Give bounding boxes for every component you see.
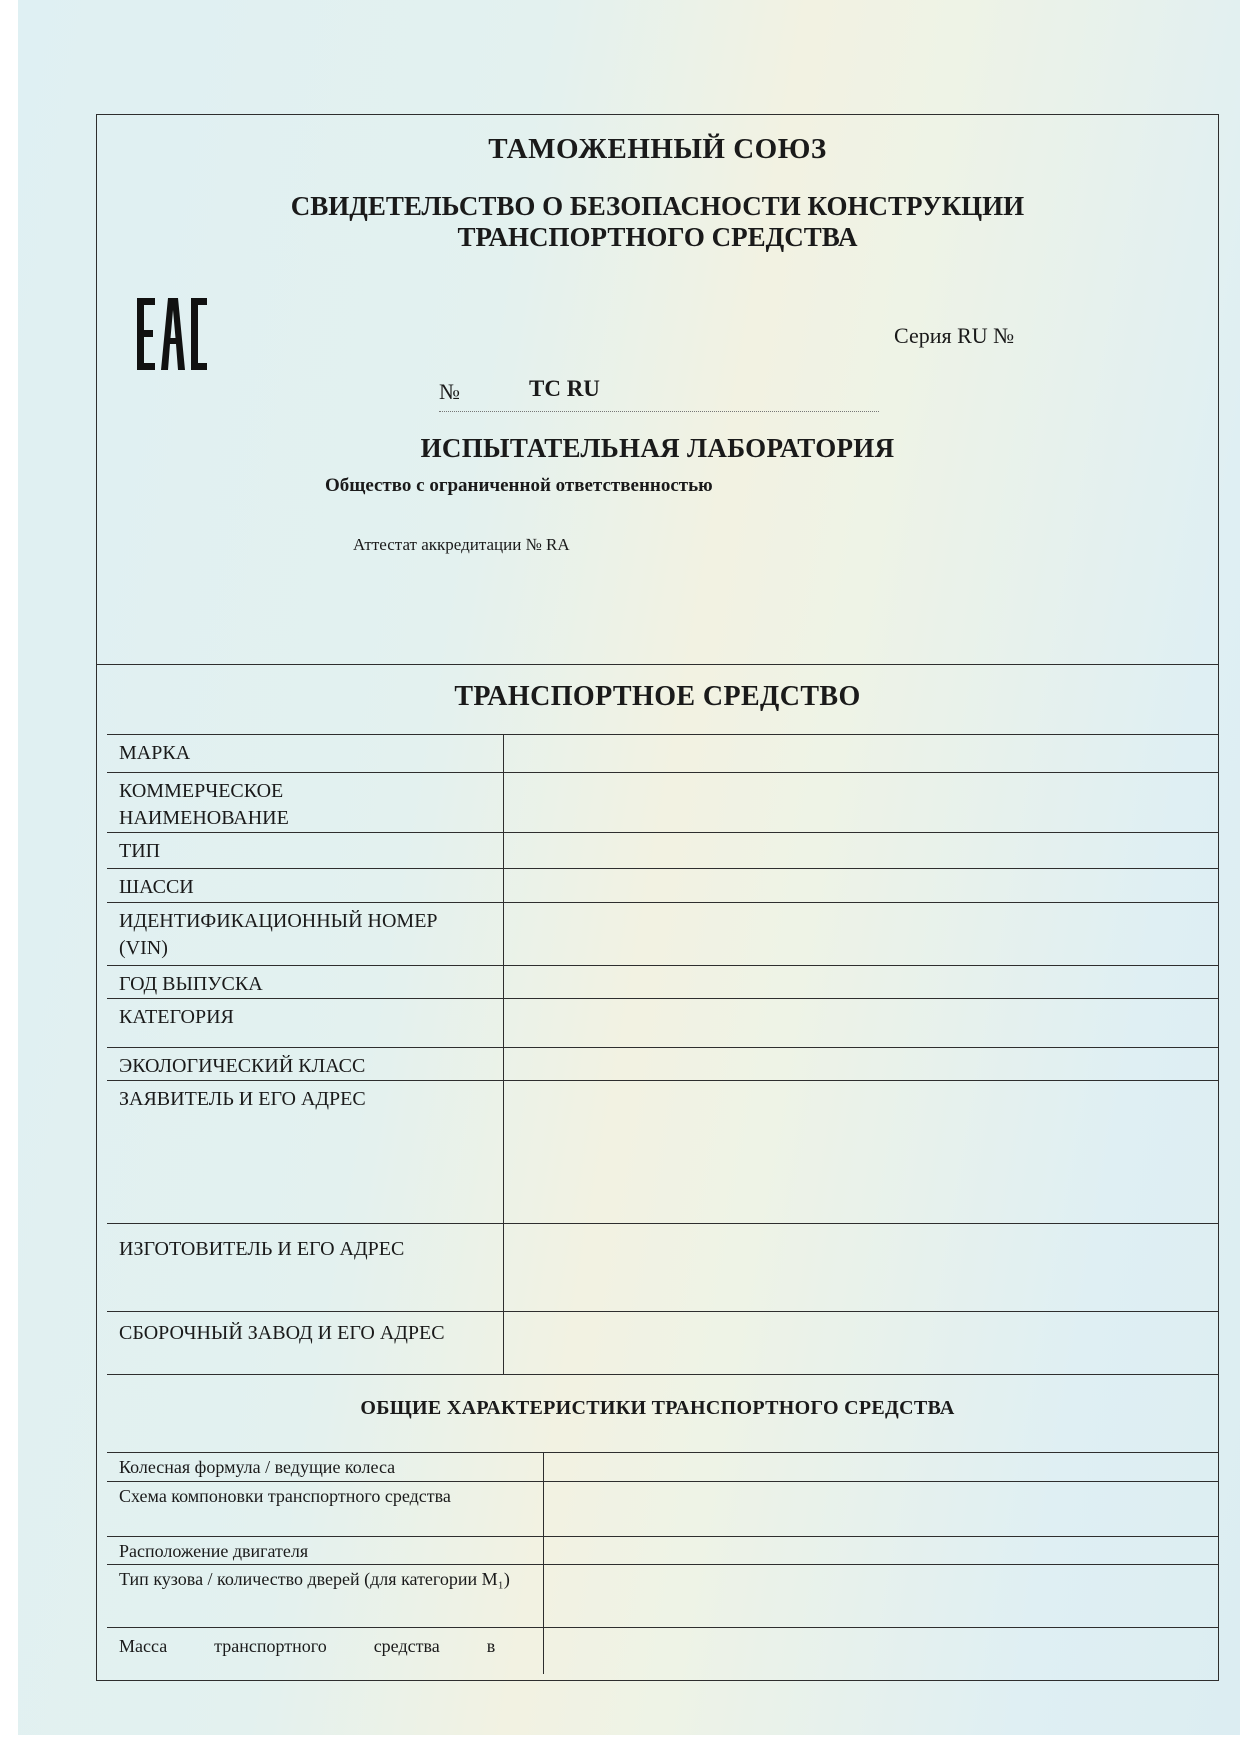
table-row	[107, 1537, 1218, 1565]
section-divider	[97, 664, 1218, 665]
row-value-chassis	[504, 869, 1218, 903]
row-value-body-type	[544, 1565, 1218, 1628]
table-row	[107, 1453, 1218, 1482]
table-row	[107, 903, 1218, 966]
accreditation-number: Аттестат аккредитации № RA	[353, 535, 570, 554]
row-value-category	[504, 999, 1218, 1048]
row-label-eco-class: ЭКОЛОГИЧЕСКИЙ КЛАСС	[107, 1048, 504, 1081]
table-row	[107, 1312, 1218, 1375]
certificate-frame	[96, 114, 1219, 1681]
certificate-title-line1: СВИДЕТЕЛЬСТВО О БЕЗОПАСНОСТИ КОНСТРУКЦИИ	[290, 191, 1025, 221]
row-label-type: ТИП	[107, 833, 504, 869]
characteristics-table	[107, 1452, 1218, 1674]
table-row	[107, 1224, 1218, 1312]
row-value-vin	[504, 903, 1218, 966]
table-row	[107, 1628, 1218, 1674]
number-sign: №	[439, 379, 460, 404]
characteristics-section-title: ОБЩИЕ ХАРАКТЕРИСТИКИ ТРАНСПОРТНОГО СРЕДСТВА	[360, 1397, 955, 1419]
row-value-assembly-plant	[504, 1312, 1218, 1375]
table-row	[107, 1565, 1218, 1628]
row-value-eco-class	[504, 1048, 1218, 1081]
row-label-body-type: Тип кузова / количество дверей (для категории М₁)	[107, 1565, 544, 1628]
row-label-engine-position: Расположение двигателя	[107, 1537, 544, 1565]
row-value-applicant	[504, 1081, 1218, 1224]
row-value-type	[504, 833, 1218, 869]
certificate-page	[18, 0, 1240, 1735]
row-label-commercial-name: КОММЕРЧЕСКОЕ НАИМЕНОВАНИЕ	[107, 773, 504, 833]
certificate-title-line2: ТРАНСПОРТНОГО СРЕДСТВА	[457, 222, 858, 252]
row-label-assembly-plant: СБОРОЧНЫЙ ЗАВОД И ЕГО АДРЕС	[107, 1312, 504, 1375]
certificate-title	[97, 191, 1218, 253]
table-row	[107, 833, 1218, 869]
row-label-chassis: ШАССИ	[107, 869, 504, 903]
table-row	[107, 1081, 1218, 1224]
row-value-commercial-name	[504, 773, 1218, 833]
table-row	[107, 999, 1218, 1048]
union-title: ТАМОЖЕННЫЙ СОЮЗ	[488, 133, 827, 165]
row-label-vin: ИДЕНТИФИКАЦИОННЫЙ НОМЕР (VIN)	[107, 903, 504, 966]
row-label-manufacturer: ИЗГОТОВИТЕЛЬ И ЕГО АДРЕС	[107, 1224, 504, 1312]
laboratory-title: ИСПЫТАТЕЛЬНАЯ ЛАБОРАТОРИЯ	[420, 433, 895, 463]
row-label-brand: МАРКА	[107, 735, 504, 773]
row-label-category: КАТЕГОРИЯ	[107, 999, 504, 1048]
row-label-wheel-formula: Колесная формула / ведущие колеса	[107, 1453, 544, 1482]
row-value-brand	[504, 735, 1218, 773]
table-row	[107, 1048, 1218, 1081]
certificate-number-line	[439, 376, 879, 412]
table-row	[107, 869, 1218, 903]
vehicle-section-title: ТРАНСПОРТНОЕ СРЕДСТВО	[454, 681, 861, 712]
row-value-mass	[544, 1628, 1218, 1674]
table-row	[107, 1482, 1218, 1537]
row-value-engine-position	[544, 1537, 1218, 1565]
table-row	[107, 735, 1218, 773]
row-value-wheel-formula	[544, 1453, 1218, 1482]
row-value-manufacturer	[504, 1224, 1218, 1312]
certificate-number: ТС RU	[529, 376, 600, 401]
row-label-layout-scheme: Схема компоновки транспортного средства	[107, 1482, 544, 1537]
vehicle-table	[107, 734, 1218, 1375]
series-number: Серия RU №	[894, 323, 1015, 348]
row-value-layout-scheme	[544, 1482, 1218, 1537]
row-label-year: ГОД ВЫПУСКА	[107, 966, 504, 999]
table-row	[107, 966, 1218, 999]
eac-logo-icon	[137, 298, 207, 370]
row-label-mass: Масса транспортного средства в	[107, 1628, 544, 1674]
table-row	[107, 773, 1218, 833]
laboratory-organization: Общество с ограниченной ответственностью	[325, 475, 713, 496]
row-label-applicant: ЗАЯВИТЕЛЬ И ЕГО АДРЕС	[107, 1081, 504, 1224]
row-value-year	[504, 966, 1218, 999]
